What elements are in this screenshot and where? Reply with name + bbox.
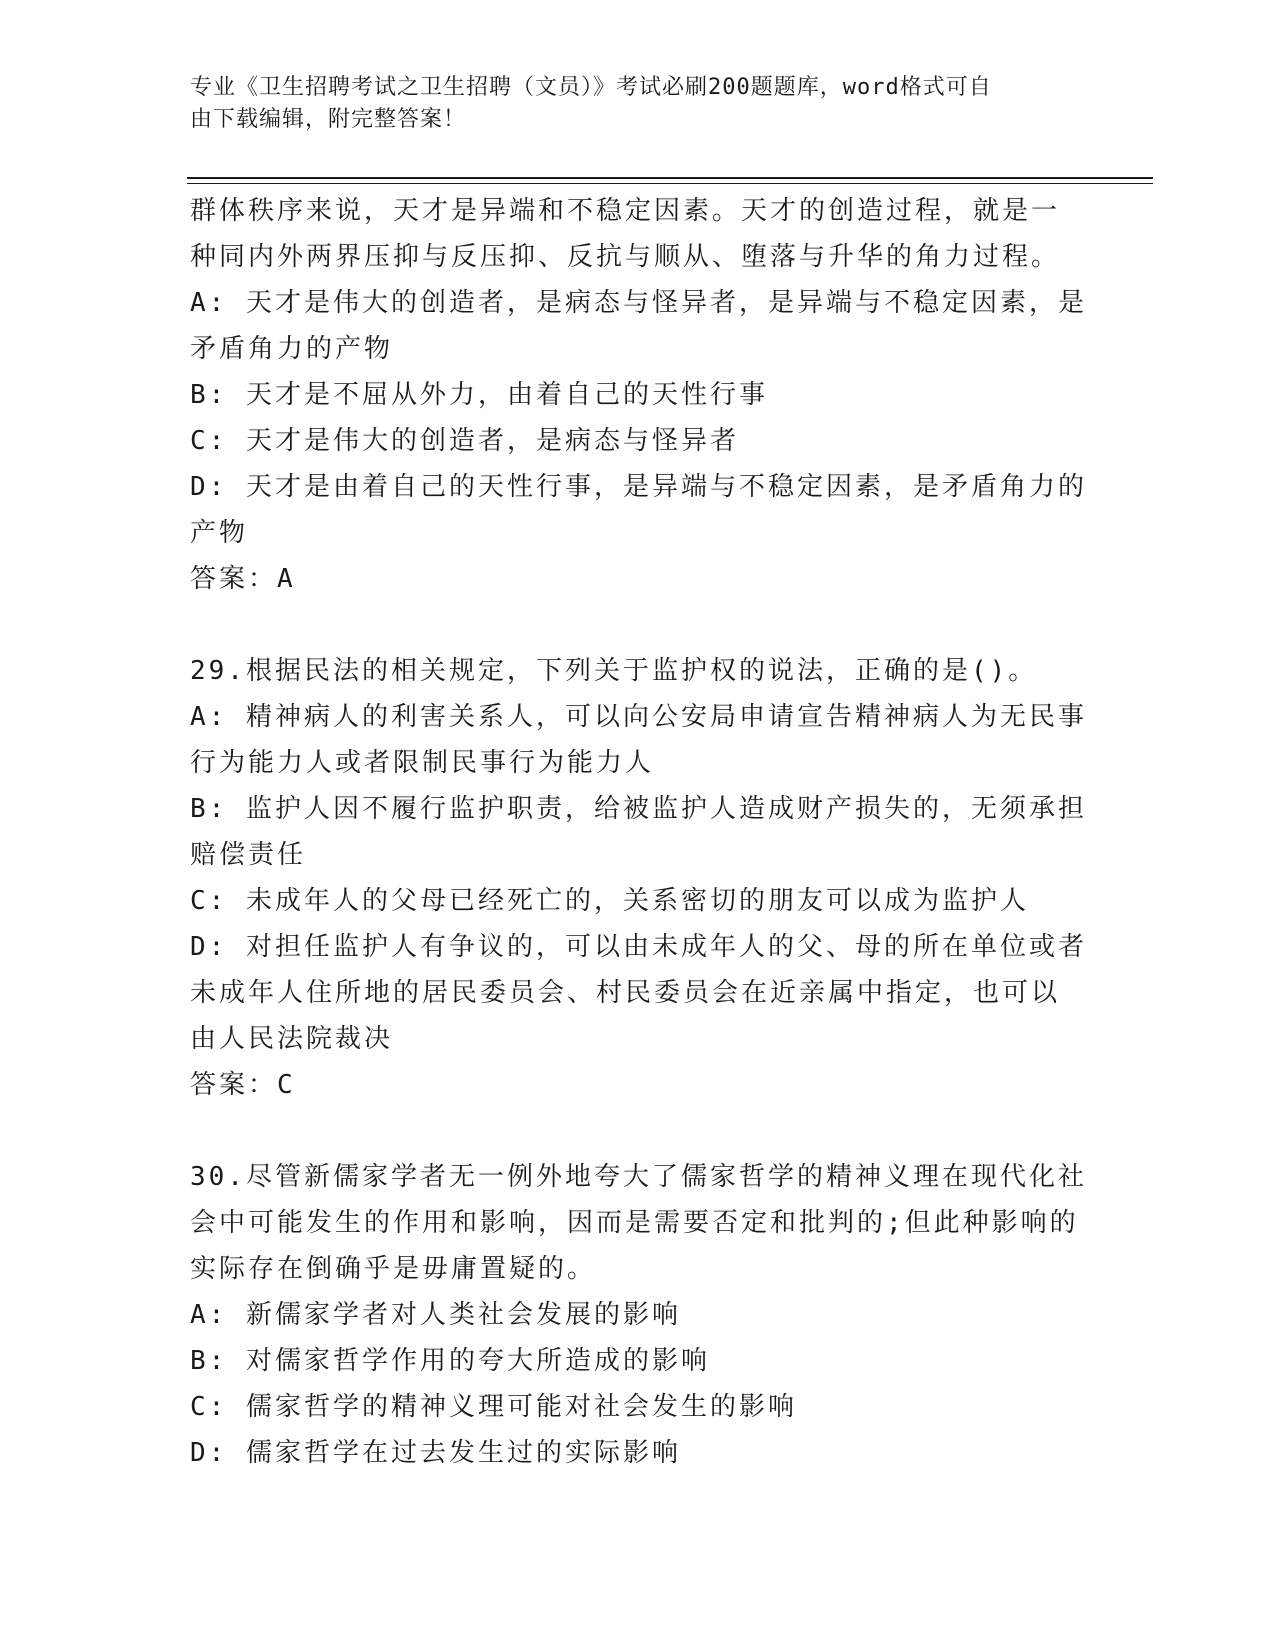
question-stem: 30.尽管新儒家学者无一例外地夸大了儒家哲学的精神义理在现代化社: [190, 1162, 1087, 1192]
option-b: 赔偿责任: [190, 840, 307, 870]
option-d: 由人民法院裁决: [190, 1024, 394, 1054]
option-d: 产物: [190, 518, 249, 548]
question-28-continued: [190, 188, 1090, 602]
question-text: 种同内外两界压抑与反压抑、反抗与顺从、堕落与升华的角力过程。: [190, 242, 1061, 272]
question-30: [190, 1154, 1090, 1476]
header-line-1: 专业《卫生招聘考试之卫生招聘（文员）》考试必刷200题题库，word格式可自: [190, 75, 992, 100]
header-divider-thin: [187, 183, 1153, 184]
option-d: D: 对担任监护人有争议的，可以由未成年人的父、母的所在单位或者: [190, 932, 1087, 962]
option-b: B: 监护人因不履行监护职责，给被监护人造成财产损失的，无须承担: [190, 794, 1087, 824]
answer-line: 答案：A: [190, 564, 296, 594]
option-a: A: 新儒家学者对人类社会发展的影响: [190, 1300, 681, 1330]
option-b: B: 天才是不屈从外力，由着自己的天性行事: [190, 380, 768, 410]
option-d: D: 儒家哲学在过去发生过的实际影响: [190, 1438, 681, 1468]
option-d: D: 天才是由着自己的天性行事，是异端与不稳定因素，是矛盾角力的: [190, 472, 1087, 502]
document-body: [190, 188, 1090, 1476]
option-b: B: 对儒家哲学作用的夸大所造成的影响: [190, 1346, 710, 1376]
header-divider-thick: [187, 177, 1153, 179]
spacer: [190, 1108, 1090, 1154]
question-stem: 29.根据民法的相关规定，下列关于监护权的说法，正确的是()。: [190, 656, 1038, 686]
question-stem: 会中可能发生的作用和影响，因而是需要否定和批判的;但此种影响的: [190, 1208, 1079, 1238]
option-a: A: 精神病人的利害关系人，可以向公安局申请宣告精神病人为无民事: [190, 702, 1087, 732]
option-c: C: 儒家哲学的精神义理可能对社会发生的影响: [190, 1392, 797, 1422]
header-line-2: 由下载编辑，附完整答案！: [190, 107, 467, 132]
option-a: A: 天才是伟大的创造者，是病态与怪异者，是异端与不稳定因素，是: [190, 288, 1087, 318]
option-c: C: 未成年人的父母已经死亡的，关系密切的朋友可以成为监护人: [190, 886, 1029, 916]
option-c: C: 天才是伟大的创造者，是病态与怪异者: [190, 426, 739, 456]
option-a: 行为能力人或者限制民事行为能力人: [190, 748, 655, 778]
option-a: 矛盾角力的产物: [190, 334, 394, 364]
option-d: 未成年人住所地的居民委员会、村民委员会在近亲属中指定，也可以: [190, 978, 1061, 1008]
question-stem: 实际存在倒确乎是毋庸置疑的。: [190, 1254, 597, 1284]
spacer: [190, 602, 1090, 648]
question-29: [190, 648, 1090, 1108]
answer-line: 答案：C: [190, 1070, 296, 1100]
question-text: 群体秩序来说，天才是异端和不稳定因素。天才的创造过程，就是一: [190, 196, 1061, 226]
document-header: [190, 72, 1070, 136]
